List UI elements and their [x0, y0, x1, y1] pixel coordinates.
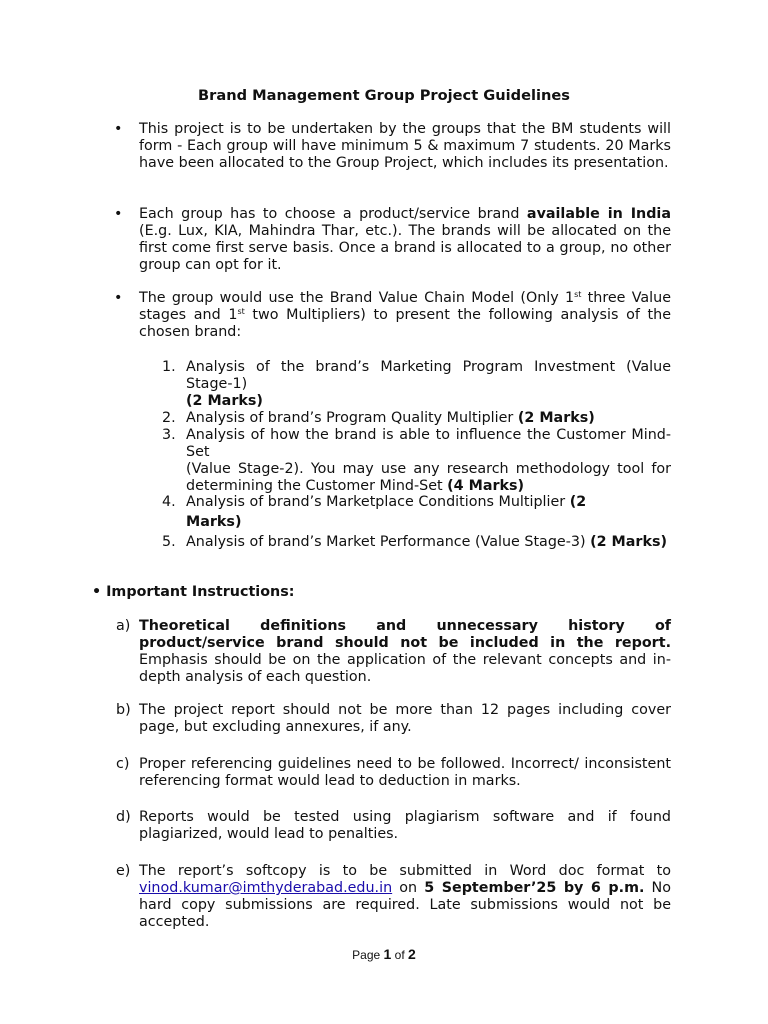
instruction-text: No hard copy submissions are required. Late submissions would not be accepted. [139, 880, 671, 930]
item-letter: b) [116, 702, 131, 718]
bullet-text: Each group has to choose a product/service brand [139, 206, 527, 222]
instruction-text: on [392, 880, 425, 896]
item-number: 3. [162, 427, 176, 443]
item-marks: (2 Marks) [517, 410, 595, 426]
superscript: st [237, 307, 245, 316]
numbered-item [162, 494, 671, 511]
item-text: Analysis of brand’s Market Performance (Value Stage-3) [186, 534, 591, 550]
current-page-number: 1 [383, 946, 392, 962]
bullet-text: (E.g. Lux, KIA, Mahindra Thar, etc.). The brands will be allocated on the first come first serve basis. Once a brand is allocated to a group, no other group can opt for it. [139, 223, 671, 273]
instruction-item [116, 863, 671, 931]
bullet-text: This project is to be undertaken by the groups that the BM students will form - Each group will have minimum 5 & maximum 7 students. 20 Marks have been allocated to the Group Project, which includes its presentation. [139, 121, 671, 171]
item-marks: (4 Marks) [447, 478, 525, 494]
numbered-item [162, 359, 671, 410]
bullet-group-formation [139, 121, 671, 172]
item-marks: (2 [569, 494, 587, 510]
document-title: Brand Management Group Project Guidelines [198, 87, 570, 104]
item-text: Analysis of how the brand is able to influence the Customer Mind-Set [186, 427, 671, 460]
item-text: Analysis of brand’s Marketplace Conditions Multiplier [186, 494, 570, 510]
item-number: 4. [162, 494, 176, 510]
item-marks: (2 Marks) [186, 393, 263, 409]
item-marks: (2 Marks) [590, 534, 668, 550]
instruction-text: Emphasis should be on the application of the relevant concepts and in-depth analysis of each question. [139, 652, 671, 685]
deadline-text: 5 September’25 by 6 p.m. [424, 880, 645, 896]
instruction-bold-text: Theoretical definitions and unnecessary history of product/service brand should not be included in the report. [139, 618, 671, 651]
numbered-item [162, 410, 671, 427]
item-letter: c) [116, 756, 130, 772]
total-page-count: 2 [408, 946, 416, 962]
bullet-brand-choice [139, 206, 671, 274]
bullet-brand-value-chain [139, 290, 671, 341]
item-number: 2. [162, 410, 176, 426]
bullet-text: three Value stages and 1 [139, 290, 671, 323]
item-number: 1. [162, 359, 176, 375]
instruction-item [116, 756, 671, 790]
instruction-item [116, 809, 671, 843]
item-letter: e) [116, 863, 131, 879]
page-label: Page [352, 948, 384, 962]
submission-email-link[interactable]: vinod.kumar@imthyderabad.edu.in [139, 880, 393, 896]
instruction-text: The project report should not be more than 12 pages including cover page, but excluding annexures, if any. [139, 702, 671, 735]
superscript: st [574, 290, 582, 299]
instruction-text: Reports would be tested using plagiarism software and if found plagiarized, would lead to penalties. [139, 809, 671, 842]
page-footer [0, 946, 768, 964]
item-marks: Marks) [186, 514, 242, 530]
bullet-text: The group would use the Brand Value Chain Model (Only 1 [139, 290, 575, 306]
instruction-text: The report’s softcopy is to be submitted in Word doc format to [139, 863, 671, 879]
page-of-label: of [391, 948, 409, 962]
item-text: (Value Stage-2). You may use any research methodology tool for determining the Customer Mind-Set [186, 461, 671, 494]
bullet-bold-text: available in India [526, 206, 671, 222]
numbered-item [162, 427, 671, 495]
instruction-text: Proper referencing guidelines need to be followed. Incorrect/ inconsistent referencing format would lead to deduction in marks. [139, 756, 671, 789]
item-number: 5. [162, 534, 176, 550]
item-text: Analysis of brand’s Program Quality Multiplier [186, 410, 518, 426]
instruction-item [116, 702, 671, 736]
numbered-item-continuation [186, 514, 671, 531]
item-text: Analysis of the brand’s Marketing Program Investment (Value Stage-1) [186, 359, 671, 392]
item-letter: d) [116, 809, 131, 825]
instruction-item [116, 618, 671, 686]
item-letter: a) [116, 618, 131, 634]
important-instructions-heading: • Important Instructions: [92, 584, 295, 600]
bullet-text: two Multipliers) to present the following analysis of the chosen brand: [139, 307, 671, 340]
numbered-item [162, 534, 671, 551]
